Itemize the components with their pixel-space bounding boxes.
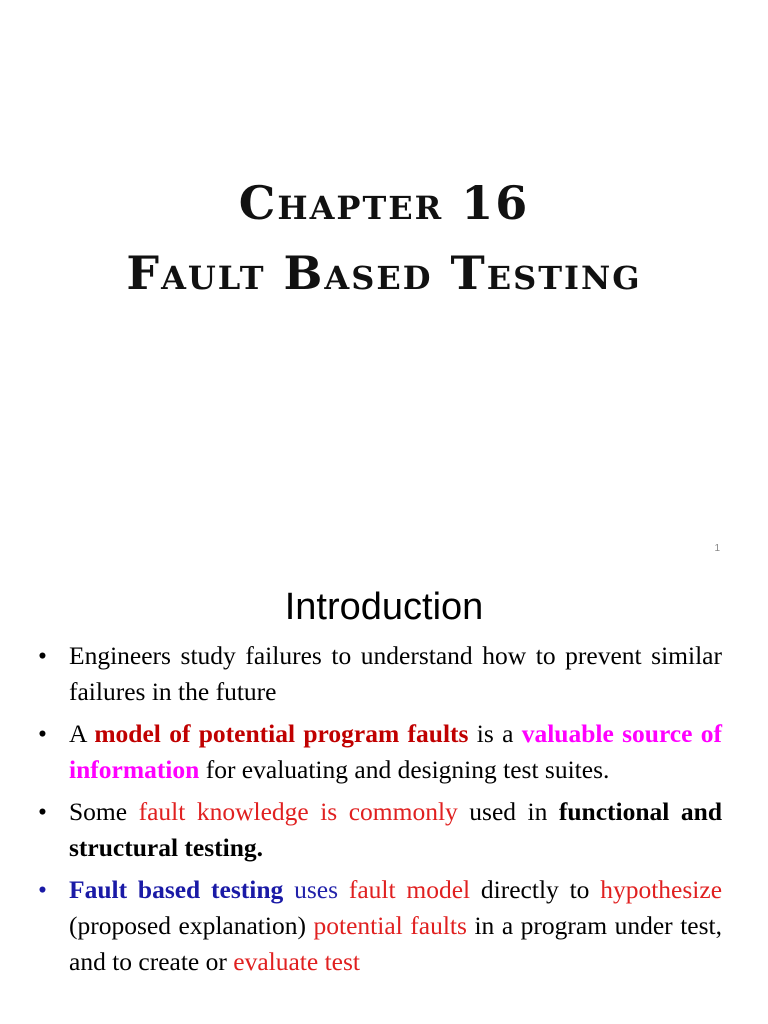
bullet-text: directly to	[470, 875, 601, 904]
chapter-title: Chapter 16	[238, 176, 530, 230]
bullet-text	[283, 875, 294, 904]
bullet-text: is a	[468, 719, 522, 748]
bullet-text: in a program under test, and to create or	[69, 911, 722, 976]
introduction-slide	[0, 572, 768, 1024]
highlight-text: fault knowledge is commonly	[138, 797, 458, 826]
bullet-icon: •	[38, 797, 47, 826]
bullet-text: Engineers study failures to understand how to prevent similar failures in the future	[69, 641, 722, 706]
page-number: 1	[714, 543, 720, 554]
list-item	[38, 716, 722, 788]
highlight-text: uses	[294, 875, 339, 904]
bullet-icon: •	[38, 719, 47, 748]
highlight-text: evaluate test	[233, 947, 360, 976]
list-item	[38, 794, 722, 866]
highlight-text: valuable source of information	[69, 719, 722, 784]
highlight-text: fault model	[348, 875, 471, 904]
bullet-list	[38, 638, 722, 986]
list-item	[38, 872, 722, 980]
bullet-icon: •	[38, 875, 47, 904]
bullet-text: Some	[69, 797, 139, 826]
chapter-subtitle: Fault Based Testing	[126, 246, 642, 300]
highlight-text: potential faults	[313, 911, 467, 940]
slide-heading: Introduction	[284, 586, 484, 628]
bullet-icon: •	[38, 641, 47, 670]
bullet-text	[338, 875, 349, 904]
bullet-text: A	[69, 719, 95, 748]
list-item	[38, 638, 722, 710]
highlight-text: model of potential program faults	[94, 719, 469, 748]
bullet-text: used in	[457, 797, 559, 826]
highlight-text: hypothesize	[600, 875, 723, 904]
highlight-text: Fault based testing	[69, 875, 284, 904]
bullet-text: (proposed explanation)	[69, 911, 314, 940]
bold-text: functional and structural testing.	[69, 797, 723, 862]
bullet-text: for evaluating and designing test suites.	[199, 755, 610, 784]
